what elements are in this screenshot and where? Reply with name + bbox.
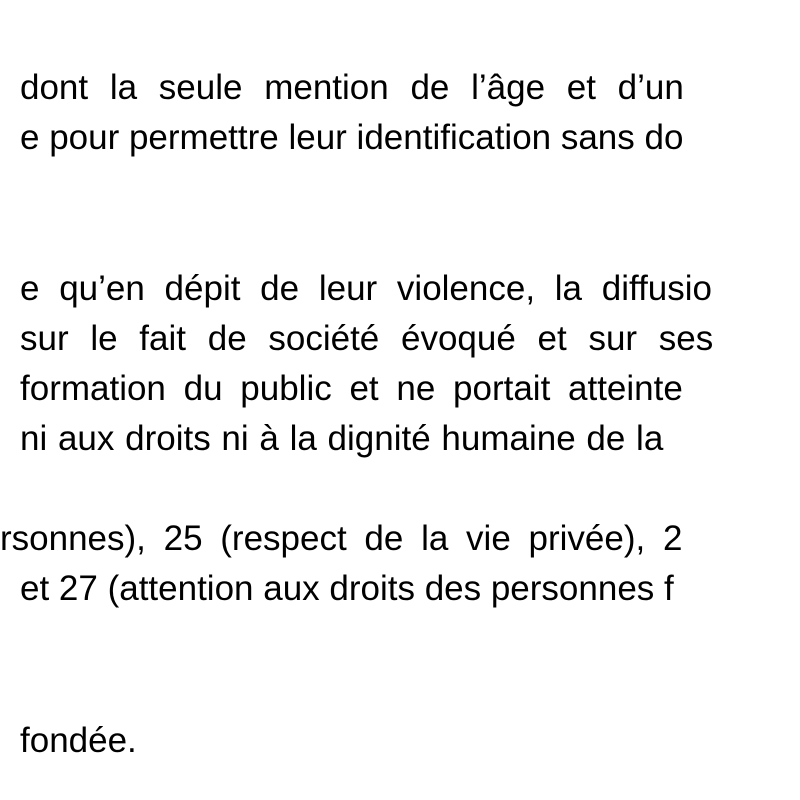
- text-line: et 27 (attention aux droits des personnes f: [20, 569, 674, 608]
- text-line: e pour permettre leur identification sans do: [20, 118, 684, 157]
- text-line: sur le fait de société évoqué et sur ses: [20, 319, 714, 358]
- text-line: fondée.: [20, 721, 137, 760]
- text-line: formation du public et ne portait atteinte: [20, 369, 683, 408]
- text-line: dont la seule mention de l’âge et d’un: [20, 68, 684, 107]
- text-line: ni aux droits ni à la dignité humaine de la: [20, 419, 664, 458]
- text-line: rsonnes), 25 (respect de la vie privée), 2: [0, 519, 683, 558]
- text-line: e qu’en dépit de leur violence, la diffusio: [20, 269, 713, 308]
